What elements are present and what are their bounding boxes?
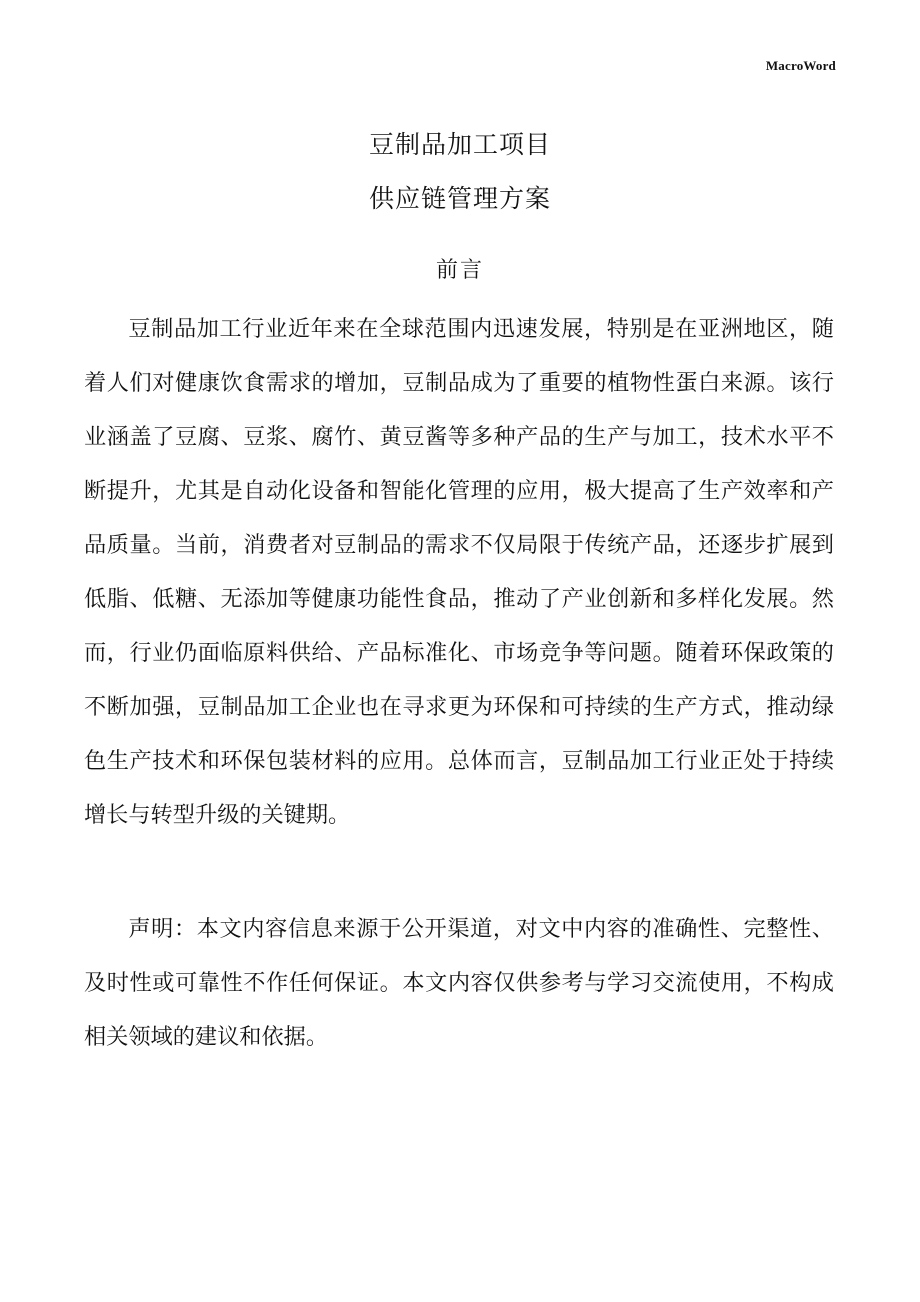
disclaimer-paragraph: 声明：本文内容信息来源于公开渠道，对文中内容的准确性、完整性、及时性或可靠性不作任何保证。本文内容仅供参考与学习交流使用，不构成相关领域的建议和依据。 xyxy=(84,916,834,1050)
header-brand: MacroWord xyxy=(765,58,836,73)
document-title xyxy=(0,118,920,226)
preface-paragraph: 豆制品加工行业近年来在全球范围内迅速发展，特别是在亚洲地区，随着人们对健康饮食需求的增加，豆制品成为了重要的植物性蛋白来源。该行业涵盖了豆腐、豆浆、腐竹、黄豆酱等多种产品的生产与加工，技术水平不断提升，尤其是自动化设备和智能化管理的应用，极大提高了生产效率和产品质量。当前，消费者对豆制品的需求不仅局限于传统产品，还逐步扩展到低脂、低糖、无添加等健康功能性食品，推动了产业创新和多样化发展。然而，行业仍面临原料供给、产品标准化、市场竞争等问题。随着环保政策的不断加强，豆制品加工企业也在寻求更为环保和可持续的生产方式，推动绿色生产技术和环保包装材料的应用。总体而言，豆制品加工行业正处于持续增长与转型升级的关键期。 xyxy=(84,316,834,828)
preface-heading: 前言 xyxy=(435,258,484,283)
title-line-2: 供应链管理方案 xyxy=(368,184,551,213)
title-line-1: 豆制品加工项目 xyxy=(368,130,551,159)
